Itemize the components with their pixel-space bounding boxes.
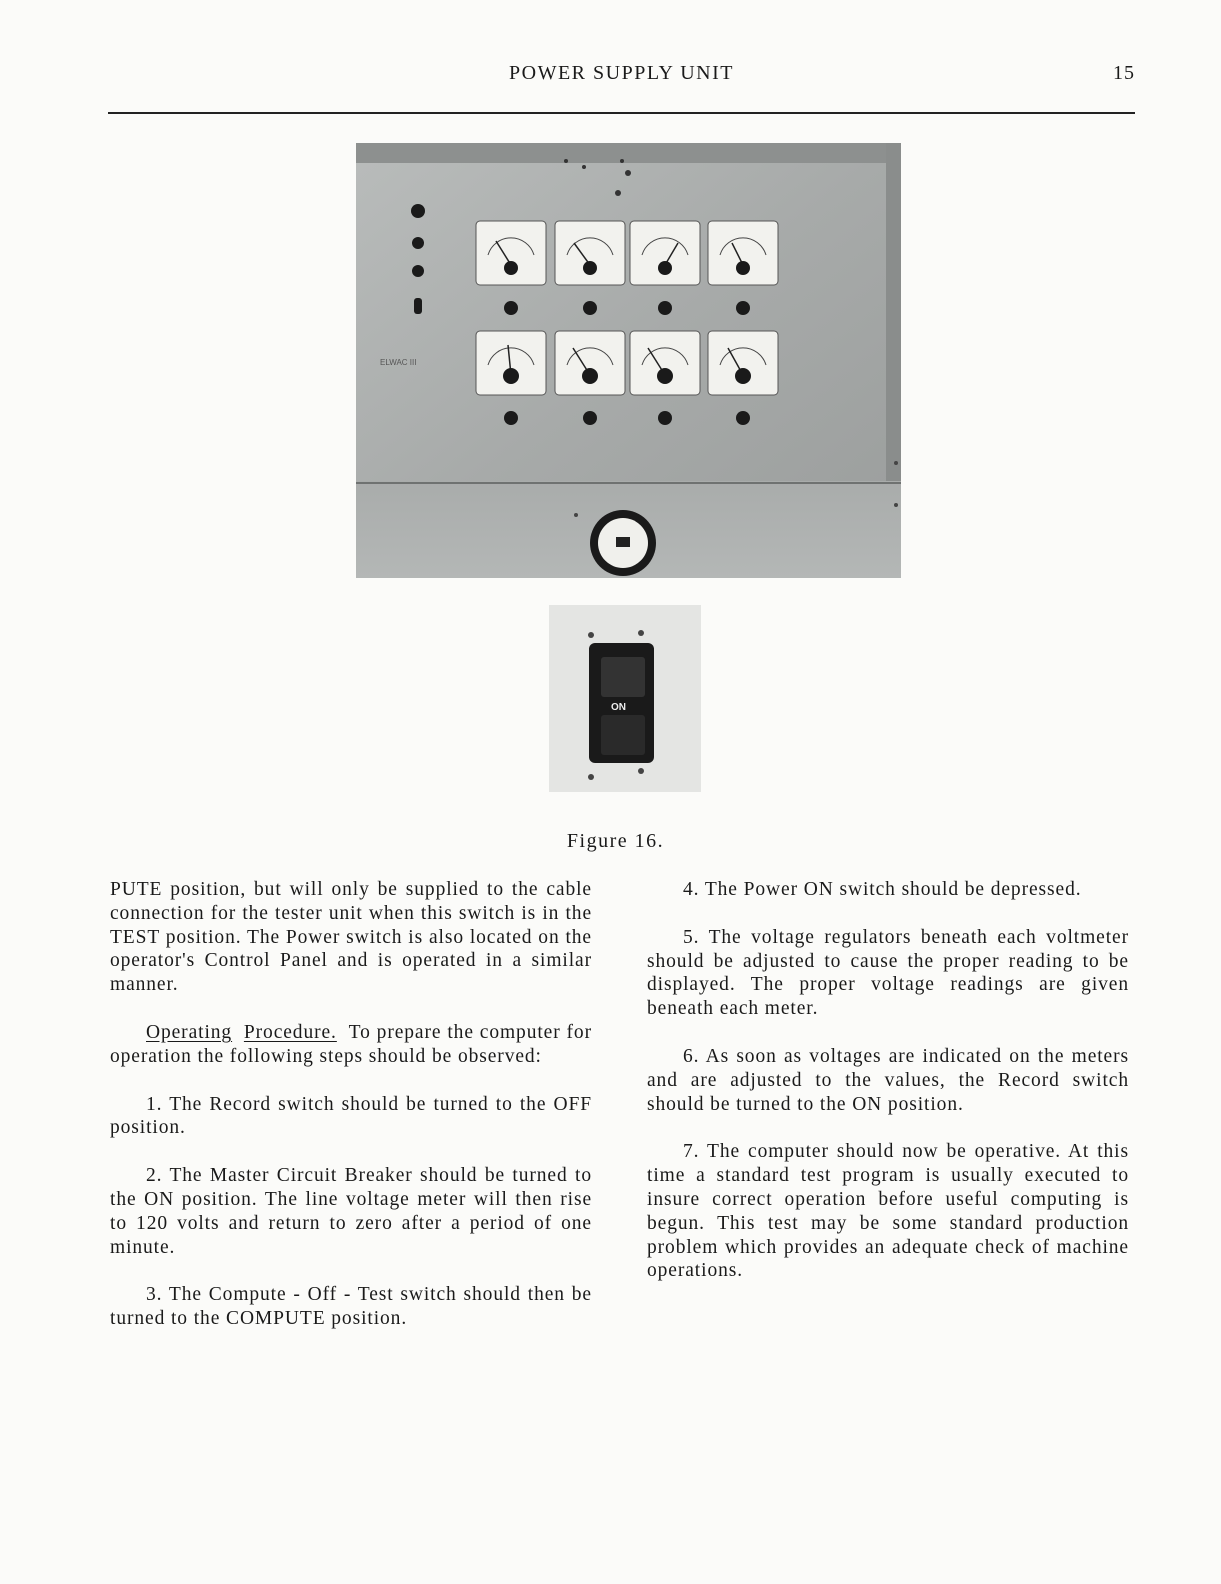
switch-on-label: ON xyxy=(611,702,626,713)
step-5: 5. The voltage regulators beneath each voltmeter should be adjusted to cause the proper reading to be displayed. The proper voltage readings are given beneath each meter. xyxy=(647,926,1129,1020)
step-7: 7. The computer should now be operative. At this time a standard test program is usually executed to insure correct operation before useful computing is begun. This test may be some standard production problem which provides an adequate check of machine operations. xyxy=(647,1141,1129,1282)
paragraph-continued: PUTE position, but will only be supplied to the cable connection for the tester unit when this switch is in the TEST position. The Power switch is also located on the operator's Control Panel and is operated in a similar manner. xyxy=(110,879,592,996)
step-6: 6. As soon as voltages are indicated on the meters and are adjusted to the values, the Record switch should be turned to the ON position. xyxy=(647,1045,1129,1115)
operating-procedure-text: To prepare the computer for operation the following steps should be observed: xyxy=(110,1021,592,1067)
heading-operating: Operating xyxy=(146,1021,233,1043)
page-header xyxy=(108,62,1135,92)
page-number: 15 xyxy=(1113,62,1135,84)
step-1: 1. The Record switch should be turned to the OFF position. xyxy=(110,1093,592,1139)
left-column xyxy=(110,878,592,1355)
step-2: 2. The Master Circuit Breaker should be turned to the ON position. The line voltage meter will then rise to 120 volts and return to zero after a period of one minute. xyxy=(110,1165,592,1258)
step-4: 4. The Power ON switch should be depressed. xyxy=(683,879,1082,900)
panel-label: ELWAC III xyxy=(380,358,417,367)
power-switch-photo xyxy=(549,605,701,792)
power-supply-panel-photo xyxy=(356,143,901,578)
header-rule xyxy=(108,112,1135,114)
right-column xyxy=(647,878,1129,1307)
heading-procedure: Procedure. xyxy=(243,1021,337,1043)
step-3: 3. The Compute - Off - Test switch should then be turned to the COMPUTE position. xyxy=(110,1284,592,1330)
paragraph-operating-procedure xyxy=(110,1021,592,1069)
running-title: POWER SUPPLY UNIT xyxy=(509,62,734,84)
figure-caption: Figure 16. xyxy=(566,830,665,852)
